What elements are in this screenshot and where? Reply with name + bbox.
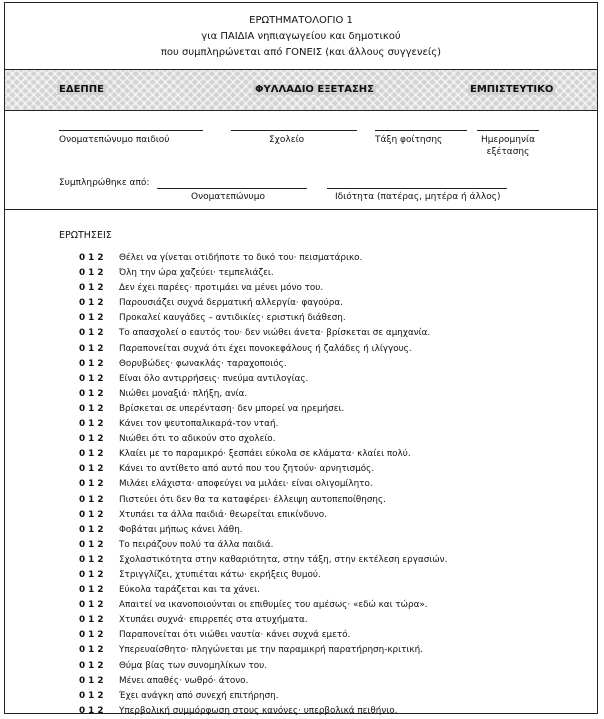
question-row [5,523,597,538]
question-text: Κλαίει με το παραμικρό· ξεσπάει εύκολα σε κλάματα· κλαίει πολύ. [119,449,411,460]
question-row [5,462,597,477]
rating-scale[interactable]: 0 1 2 [79,509,104,520]
respondent-name-line[interactable] [157,188,307,189]
questions-list [5,251,597,719]
question-row [5,613,597,628]
question-row [5,508,597,523]
exam-date-label-line2: εξέτασης [486,147,530,157]
grade-line[interactable] [375,130,467,131]
question-row [5,674,597,689]
question-row [5,357,597,372]
form-subtitle-audience: για ΠΑΙΔΙΑ νηπιαγωγείου και δημοτικού [201,31,401,42]
question-text: Στριγγλίζει, χτυπιέται κάτω· εκρήξεις θυμού. [119,569,321,580]
question-text: Χτυπάει τα άλλα παιδιά· θεωρείται επικίνδυνο. [119,509,327,520]
question-text: Παραπονείται συχνά ότι έχει πονοκεφάλους ή ζαλάδες ή ιλίγγους. [119,343,412,354]
rating-scale[interactable]: 0 1 2 [79,253,104,263]
completed-by-label: Συμπληρώθηκε από: [59,178,150,188]
question-row [5,477,597,492]
question-row [5,432,597,447]
question-text: Εύκολα ταράζεται και τα χάνει. [119,585,260,596]
question-text: Πιστεύει ότι δεν θα τα καταφέρει· έλλειψη αυτοπεποίθησης. [119,494,386,505]
question-row [5,281,597,296]
rating-scale[interactable]: 0 1 2 [79,675,104,686]
question-row [5,326,597,341]
rating-scale[interactable]: 0 1 2 [79,524,104,535]
rating-scale[interactable]: 0 1 2 [79,705,104,716]
rating-scale[interactable]: 0 1 2 [79,313,104,324]
question-text: Θέλει να γίνεται οτιδήποτε το δικό του· πεισματάρικο. [119,253,363,263]
question-text: Νιώθει ότι το αδικούν στο σχολείο. [119,434,276,445]
question-row [5,402,597,417]
question-row [5,266,597,281]
question-text: Το πειράζουν πολύ τα άλλα παιδιά. [119,539,274,550]
question-text: Απαιτεί να ικανοποιούνται οι επιθυμίες του αμέσως· «εδώ και τώρα». [119,600,428,611]
band-sheet-title: ΦΥΛΛΑΔΙΟ ΕΞΕΤΑΣΗΣ [255,84,374,95]
header-band [5,69,597,111]
rating-scale[interactable]: 0 1 2 [79,358,104,369]
question-row [5,628,597,643]
question-text: Προκαλεί καυγάδες – αντιδικίες· εριστική διάθεση. [119,313,346,324]
child-name-line[interactable] [59,130,203,131]
question-text: Παραπονείται ότι νιώθει ναυτία· κάνει συχνά εμετό. [119,630,351,641]
rating-scale[interactable]: 0 1 2 [79,569,104,580]
rating-scale[interactable]: 0 1 2 [79,539,104,550]
respondent-relation-line[interactable] [327,188,507,189]
rating-scale[interactable]: 0 1 2 [79,434,104,445]
rating-scale[interactable]: 0 1 2 [79,328,104,339]
rating-scale[interactable]: 0 1 2 [79,268,104,279]
question-row [5,447,597,462]
question-text: Το απασχολεί ο εαυτός του· δεν νιώθει άνετα· βρίσκεται σε αμηχανία. [119,328,431,339]
question-text: Νιώθει μοναξιά· πλήξη, ανία. [119,388,248,399]
question-row [5,538,597,553]
question-text: Έχει ανάγκη από συνεχή επιτήρηση. [119,690,279,701]
question-text: Βρίσκεται σε υπερένταση· δεν μπορεί να ηρεμήσει. [119,403,345,414]
question-row [5,493,597,508]
question-text: Υπερβολική συμμόρφωση στους κανόνες· υπερβολικά πειθήνιο. [119,705,398,716]
question-text: Κάνει τον ψευτοπαλικαρά-τον νταή. [119,419,279,430]
question-row [5,553,597,568]
rating-scale[interactable]: 0 1 2 [79,388,104,399]
question-text: Μένει απαθές· νωθρό· άτονο. [119,675,249,686]
school-line[interactable] [231,130,357,131]
question-row [5,689,597,704]
question-text: Είναι όλο αντιρρήσεις· πνεύμα αντιλογίας. [119,373,309,384]
question-row [5,598,597,613]
rating-scale[interactable]: 0 1 2 [79,403,104,414]
question-text: Δεν έχει παρέες· προτιμάει να μένει μόνο του. [119,283,324,294]
rating-scale[interactable]: 0 1 2 [79,283,104,294]
exam-date-line[interactable] [477,130,539,131]
question-row [5,372,597,387]
questions-title: ΕΡΩΤΗΣΕΙΣ [59,230,112,241]
rating-scale[interactable]: 0 1 2 [79,479,104,490]
question-text: Φοβάται μήπως κάνει λάθη. [119,524,243,535]
rating-scale[interactable]: 0 1 2 [79,554,104,565]
question-row [5,387,597,402]
question-text: Χτυπάει συχνά· επιρρεπές στα ατυχήματα. [119,615,308,626]
rating-scale[interactable]: 0 1 2 [79,419,104,430]
question-row [5,342,597,357]
rating-scale[interactable]: 0 1 2 [79,630,104,641]
school-label: Σχολείο [269,135,305,145]
exam-date-label-line1: Ημερομηνία [480,135,535,145]
question-text: Κάνει το αντίθετο από αυτό που του ζητούν· αρνητισμός. [119,464,375,475]
question-row [5,311,597,326]
rating-scale[interactable]: 0 1 2 [79,464,104,475]
rating-scale[interactable]: 0 1 2 [79,615,104,626]
question-row [5,568,597,583]
question-text: Όλη την ώρα χαζεύει· τεμπελιάζει. [119,268,274,279]
question-row [5,659,597,674]
rating-scale[interactable]: 0 1 2 [79,449,104,460]
respondent-relation-label: Ιδιότητα (πατέρας, μητέρα ή άλλος) [335,192,501,202]
rating-scale[interactable]: 0 1 2 [79,645,104,656]
band-confidential: ΕΜΠΙΣΤΕΥΤΙΚΟ [470,84,554,95]
questionnaire-form [4,2,598,714]
rating-scale[interactable]: 0 1 2 [79,494,104,505]
band-organization: ΕΔΕΠΠΕ [59,84,104,95]
exam-date-label [477,134,539,158]
rating-scale[interactable]: 0 1 2 [79,343,104,354]
form-header [5,3,597,69]
rating-scale[interactable]: 0 1 2 [79,690,104,701]
rating-scale[interactable]: 0 1 2 [79,660,104,671]
rating-scale[interactable]: 0 1 2 [79,600,104,611]
child-name-label: Ονοματεπώνυμο παιδιού [59,135,170,145]
form-title: ΕΡΩΤΗΜΑΤΟΛΟΓΙΟ 1 [249,15,353,26]
question-row [5,704,597,719]
grade-label: Τάξη φοίτησης [375,135,443,145]
rating-scale[interactable]: 0 1 2 [79,373,104,384]
question-text: Παρουσιάζει συχνά δερματική αλλεργία· φαγούρα. [119,298,343,309]
form-subtitle-respondent: που συμπληρώνεται από ΓΟΝΕΙΣ (και άλλους συγγενείς) [160,47,442,58]
question-row [5,643,597,658]
question-text: Μιλάει ελάχιστα· αποφεύγει να μιλάει· είναι ολιγομίλητο. [119,479,373,490]
question-text: Θορυβώδες· φωνακλάς· ταραχοποιός. [119,358,287,369]
question-row [5,417,597,432]
respondent-name-label: Ονοματεπώνυμο [191,192,265,202]
question-row [5,296,597,311]
question-text: Υπερευαίσθητο· πληγώνεται με την παραμικρή παρατήρηση-κριτική. [119,645,423,656]
rating-scale[interactable]: 0 1 2 [79,585,104,596]
question-text: Θύμα βίας των συνομηλίκων του. [119,660,268,671]
question-row [5,251,597,266]
question-text: Σχολαστικότητα στην καθαριότητα, στην τάξη, στην εκτέλεση εργασιών. [119,554,448,565]
rating-scale[interactable]: 0 1 2 [79,298,104,309]
identification-fields [5,111,597,210]
question-row [5,583,597,598]
